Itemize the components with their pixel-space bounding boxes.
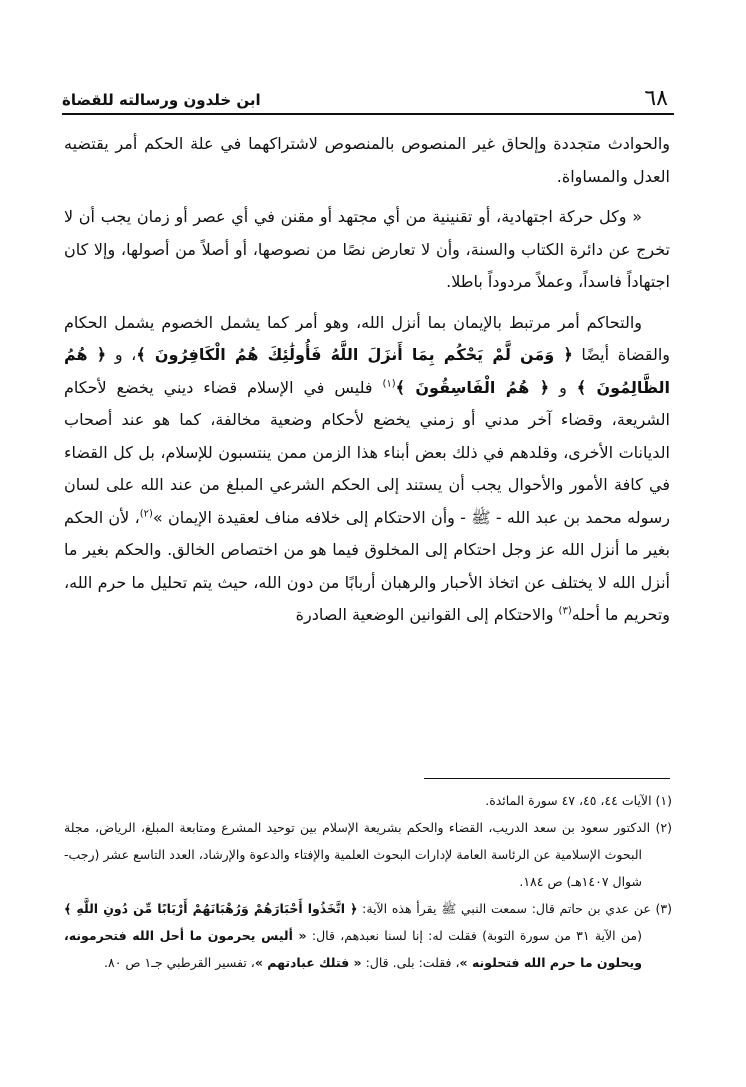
fn3-quran-quote: ﴿ اتَّخَذُوا أَحْبَارَهُمْ وَرُهْبَانَهُمْ أَرْبَابًا مِّن دُونِ اللَّهِ ﴾ bbox=[64, 901, 358, 916]
paragraph-1: والحوادث متجددة وإلحاق غير المنصوص بالمنصوص لاشتراكهما في علة الحكم أمر يقتضيه العدل والمساواة. bbox=[64, 134, 670, 186]
quran-quote-3: ﴿ هُمُ الْفَاسِقُونَ ﴾ bbox=[395, 377, 550, 397]
quran-quote-2: ﴿ هُمُ الظَّالِمُونَ ﴾ bbox=[64, 345, 671, 397]
footnote-ref-1: (١) bbox=[382, 378, 396, 390]
page-number: ٦٨ bbox=[644, 86, 668, 111]
p3-text-f: والاحتكام إلى القوانين الوضعية الصادرة bbox=[295, 605, 554, 624]
footnote-ref-3: (٣) bbox=[558, 605, 572, 617]
p3-text-d: فليس في الإسلام قضاء ديني يخضع لأحكام الشريعة، وقضاء آخر مدني أو زمني يخضع لأحكام وضعية مخالفة، كما هو عند أصحاب الديانات الأخرى، وقلدهم في ذلك بعض أبناء هذا الزمن ممن ينتسبون للإسلام، بل كل القضاء في كافة الأمور والأحوال يجب أن يستند إلى الحكم الشرعي المبلغ من عند الله على لسان رسوله محمد بن عبد الله - ﷺ - وأن الاحتكام إلى خلافه مناف لعقيدة الإيمان » bbox=[64, 377, 671, 527]
main-text bbox=[64, 128, 670, 632]
fn3-hadith-quote-2: « فتلك عبادتهم » bbox=[254, 955, 362, 970]
footnote-ref-2: (٢) bbox=[139, 508, 153, 520]
quran-quote-1: ﴿ وَمَن لَّمْ يَحْكُم بِمَا أَنزَلَ اللَّهُ فَأُولَٰئِكَ هُمُ الْكَافِرُونَ ﴾ bbox=[136, 345, 573, 364]
p3-text-b: ، و bbox=[114, 345, 137, 364]
footnote-1: (١) الآيات ٤٤، ٤٥، ٤٧ سورة المائدة. bbox=[485, 793, 672, 808]
p3-text-a: والتحاكم أمر مرتبط بالإيمان بما أنزل الله، وهو أمر كما يشمل الخصوم يشمل الحكام والقضاة أيضًا bbox=[64, 312, 670, 364]
header-rule bbox=[62, 113, 674, 115]
p3-text-e: ، لأن الحكم بغير ما أنزل الله عز وجل احتكام إلى المخلوق فيما هو من اختصاص الخالق. والحكم بغير ما أنزل الله لا يختلف عن اتخاذ الأحبار والرهبان أربابًا من دون الله، حيث يتم تحليل ما حرم الله، وتحريم ما أحله bbox=[64, 507, 670, 624]
footnote-3 bbox=[64, 895, 672, 976]
fn3-text-c: ، فقلت: بلى. قال: bbox=[365, 955, 460, 970]
footnote-rule bbox=[424, 778, 670, 779]
running-header bbox=[62, 84, 674, 110]
p3-text-c: و bbox=[559, 377, 567, 397]
fn3-text-a: (٣) عن عدي بن حاتم قال: سمعت النبي ﷺ يقرأ هذه الآية: bbox=[362, 901, 672, 916]
footnote-2: (٢) الدكتور سعود بن سعد الدريب، القضاء والحكم بشريعة الإسلام بين توحيد المشرع ومتابعة المبلغ، الرياض، مجلة البحوث الإسلامية عن الرئاسة العامة لإدارات البحوث العلمية والإفتاء والدعوة والإرشاد، العدد التاسع عشر (رجب-شوال ١٤٠٧هـ) ص ١٨٤. bbox=[64, 820, 672, 889]
fn3-text-d: ، تفسير القرطبي جـ١ ص ٨٠. bbox=[104, 955, 255, 970]
running-title: ابن خلدون ورسالته للقضاة bbox=[62, 91, 261, 109]
paragraph-2: « وكل حركة اجتهادية، أو تقنينية من أي مجتهد أو مقنن في أي عصر أو زمان يجب أن لا تخرج عن دائرة الكتاب والسنة، وأن لا تعارض نصًا من نصوصها، أو أصلاً من أصولها، وإلا كان اجتهاداً فاسداً، وعملاً مردوداً باطلا. bbox=[64, 207, 670, 291]
footnotes bbox=[64, 787, 672, 976]
fn3-text-b: (من الآية ٣١ من سورة التوبة) فقلت له: إنا لسنا نعبدهم، قال: bbox=[311, 928, 642, 943]
fn3-hadith-quote-1: « أليس يحرمون ما أحل الله فتحرمونه، ويحلون ما حرم الله فتحلونه » bbox=[64, 928, 642, 970]
paragraph-3 bbox=[64, 307, 670, 632]
